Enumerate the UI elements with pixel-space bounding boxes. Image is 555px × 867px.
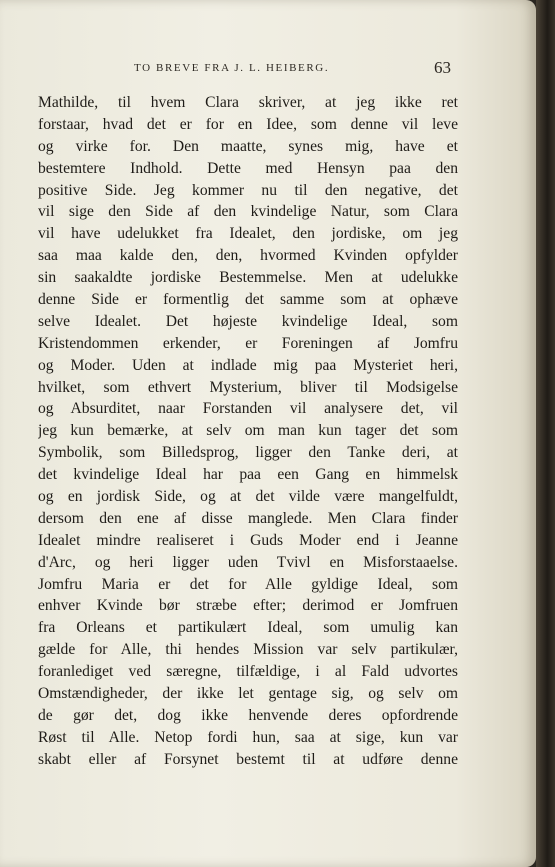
text-line: Jomfru Maria er det for Alle gyldige Ideal, som — [38, 575, 458, 593]
page-header — [38, 58, 458, 80]
text-line: enhver Kvinde bør stræbe efter; derimod er Jomfruen — [38, 597, 458, 615]
text-line: denne Side er formentlig det samme som at ophæve — [38, 291, 458, 309]
page-edge — [536, 0, 555, 867]
text-line: foranlediget ved særegne, tilfældige, i al Fald udvortes — [38, 663, 458, 681]
text-line: jeg kun bemærke, at selv om man kun tager det som — [38, 422, 458, 440]
text-line: selve Idealet. Det højeste kvindelige Ideal, som — [38, 312, 458, 330]
text-line: Idealet mindre realiseret i Guds Moder end i Jeanne — [38, 531, 458, 549]
text-line: Mathilde, til hvem Clara skriver, at jeg ikke ret — [38, 94, 458, 111]
text-line: de gør det, dog ikke henvende deres opfordrende — [38, 706, 458, 724]
text-line: og virke for. Den maatte, synes mig, have et — [38, 137, 458, 155]
text-line: d'Arc, og heri ligger uden Tvivl en Misforstaaelse. — [38, 553, 458, 571]
text-line: Røst til Alle. Netop fordi hun, saa at sige, kun var — [38, 728, 458, 746]
text-line: dersom den ene af disse manglede. Men Clara finder — [38, 509, 458, 527]
body-text — [38, 92, 458, 771]
text-line: forstaar, hvad det er for en Idee, som denne vil leve — [38, 115, 458, 133]
text-line: skabt eller af Forsynet bestemt til at udføre denne — [38, 750, 458, 768]
text-line: det kvindelige Ideal har paa een Gang en himmelsk — [38, 466, 458, 484]
text-line: og en jordisk Side, og at det vilde være mangelfuldt, — [38, 488, 458, 506]
text-line: gælde for Alle, thi hendes Mission var selv partikulær, — [38, 641, 458, 659]
text-line: og Absurditet, naar Forstanden vil analysere det, vil — [38, 400, 458, 418]
text-line: sin saakaldte jordiske Bestemmelse. Men at udelukke — [38, 269, 458, 287]
running-title: TO BREVE FRA J. L. HEIBERG. — [134, 62, 330, 74]
text-line: fra Orleans et partikulært Ideal, som umulig kan — [38, 619, 458, 637]
text-line: Omstændigheder, der ikke let gentage sig, og selv om — [38, 685, 458, 703]
text-line: Kristendommen erkender, er Foreningen af Jomfru — [38, 334, 458, 352]
text-line: Symbolik, som Billedsprog, ligger den Tanke deri, at — [38, 444, 458, 462]
text-line: vil sige den Side af den kvindelige Natur, som Clara — [38, 203, 458, 221]
text-line: hvilket, som ethvert Mysterium, bliver til Modsigelse — [38, 378, 458, 396]
text-line: og Moder. Uden at indlade mig paa Mysteriet heri, — [38, 356, 458, 374]
text-line: vil have udelukket fra Idealet, den jordiske, om jeg — [38, 225, 458, 243]
text-line: positive Side. Jeg kommer nu til den negative, det — [38, 181, 458, 199]
text-line: bestemtere Indhold. Dette med Hensyn paa den — [38, 159, 458, 177]
text-line: saa maa kalde den, den, hvormed Kvinden opfylder — [38, 247, 458, 265]
page-number: 63 — [434, 58, 451, 77]
